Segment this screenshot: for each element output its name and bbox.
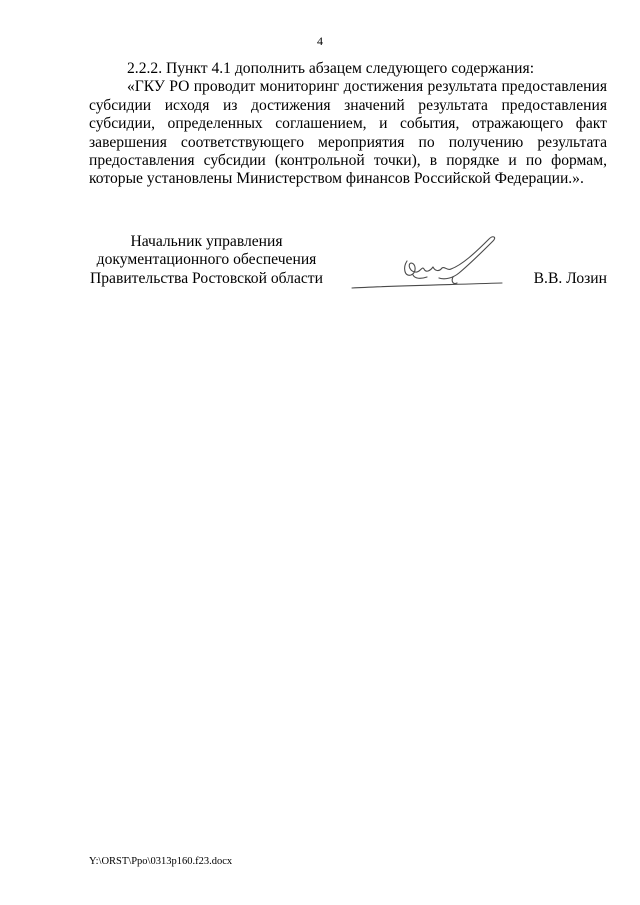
document-body <box>89 60 607 189</box>
paragraph-amendment-text: «ГКУ РО проводит мониторинг достижения результата предоставления субсидии исходя из достижения значений результата предоставления субсидии, определенных соглашением, и события, отражающего факт завершения соответствующего мероприятия по получению результата предоставления субсидии (контрольной точки), в порядке и по формам, которые установлены Министерством финансов Российской Федерации.». <box>89 78 607 188</box>
handwritten-signature-icon <box>347 233 507 295</box>
page-number: 4 <box>317 34 323 48</box>
signer-position <box>89 233 324 288</box>
document-file-path: Y:\ORST\Ppo\0313p160.f23.docx <box>89 856 233 867</box>
signer-name: В.В. Лозин <box>533 269 607 287</box>
signer-position-line: Начальник управления <box>130 233 283 250</box>
paragraph-amendment-intro: 2.2.2. Пункт 4.1 дополнить абзацем следующего содержания: <box>127 60 535 77</box>
signer-position-line: документационного обеспечения <box>96 251 317 269</box>
signer-position-line: Правительства Ростовской области <box>90 269 323 287</box>
signature-block <box>89 233 607 303</box>
